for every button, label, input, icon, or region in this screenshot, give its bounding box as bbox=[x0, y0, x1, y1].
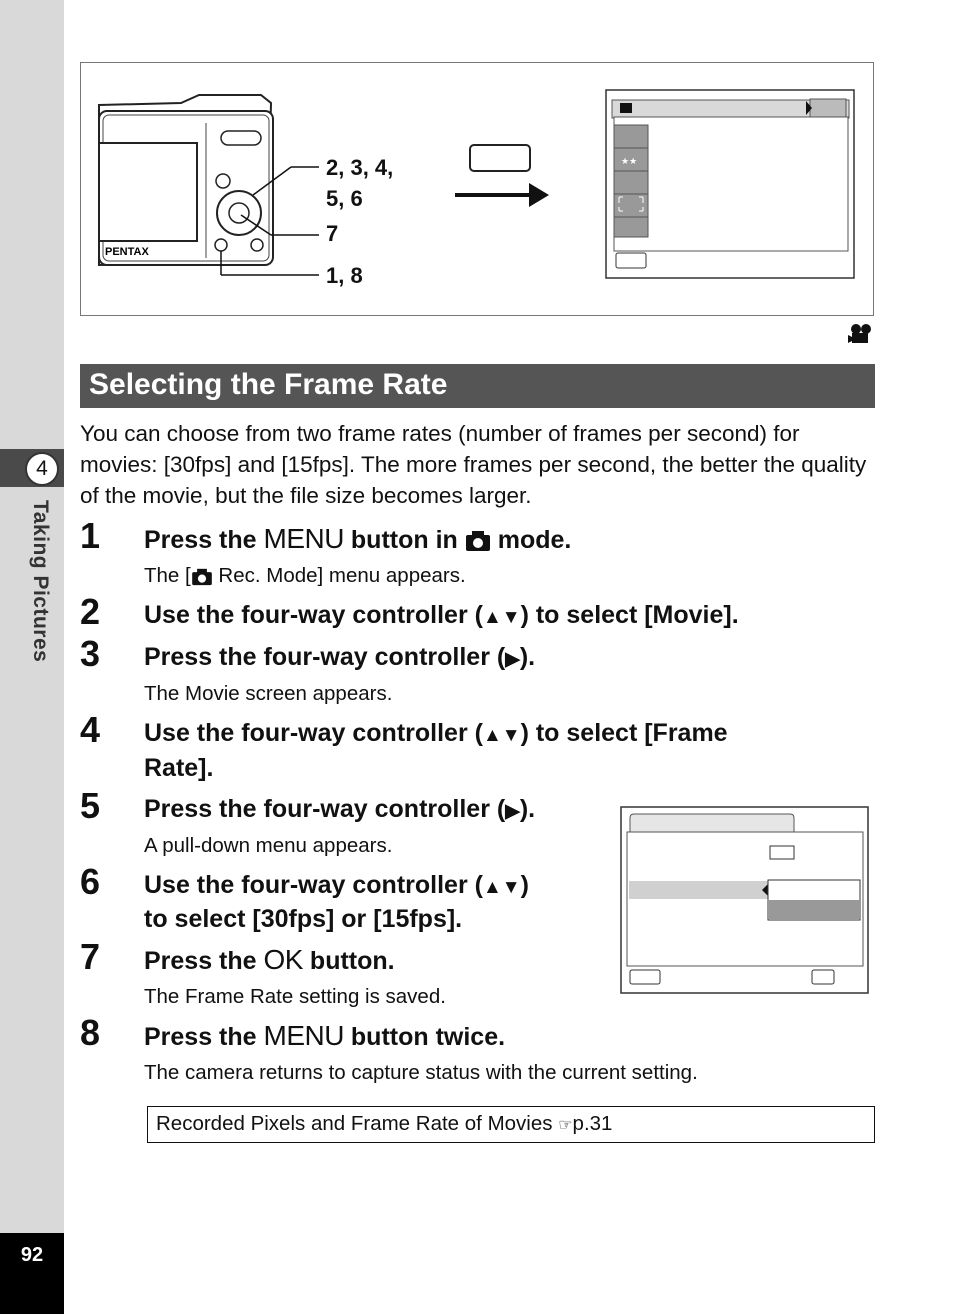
step-description: The [ Rec. Mode] menu appears. bbox=[144, 564, 466, 587]
menu-button-glyph: MENU bbox=[263, 1020, 344, 1051]
callout-2-6: 2, 3, 4, bbox=[326, 155, 394, 180]
intro-paragraph: You can choose from two frame rates (number of frames per second) for movies: [30fps] and [15fps]. The more frames per second, the better the quality of the movie, but the file size becomes larger. bbox=[80, 421, 867, 508]
camera-brand: PENTAX bbox=[105, 246, 149, 258]
stars-icon: ★★ bbox=[621, 157, 638, 167]
step-number: 3 bbox=[80, 633, 101, 674]
callout-1-8: 1, 8 bbox=[326, 263, 363, 288]
step-text-line2: Rate]. bbox=[144, 754, 214, 782]
step-text: Press the four-way controller (▶). bbox=[144, 643, 536, 671]
step-number: 1 bbox=[80, 515, 101, 556]
camera-figure bbox=[80, 62, 874, 316]
up-down-arrow-icon: ▲▼ bbox=[482, 877, 521, 898]
pointing-hand-icon: ☞ bbox=[558, 1117, 573, 1134]
chapter-number: 4 bbox=[25, 452, 59, 486]
pulldown-screen-illustration bbox=[620, 806, 870, 996]
ok-button-glyph: OK bbox=[263, 944, 303, 975]
step-number: 6 bbox=[80, 861, 101, 902]
step-description: The camera returns to capture status with the current setting. bbox=[144, 1061, 698, 1084]
callout-7: 7 bbox=[326, 221, 339, 246]
reference-page: p.31 bbox=[572, 1112, 613, 1135]
step-text: Press the four-way controller (▶). bbox=[144, 795, 536, 823]
menu-button-glyph: MENU bbox=[263, 523, 344, 554]
callout-5-6: 5, 6 bbox=[326, 186, 363, 211]
camera-illustration bbox=[81, 63, 873, 315]
up-down-arrow-icon: ▲▼ bbox=[482, 725, 521, 746]
step-text: Use the four-way controller (▲▼) to select [Movie]. bbox=[144, 601, 739, 629]
step-description: The Movie screen appears. bbox=[144, 682, 393, 705]
step-number: 8 bbox=[80, 1012, 101, 1053]
movie-mode-icon bbox=[846, 323, 874, 347]
chapter-label: Taking Pictures bbox=[29, 500, 52, 663]
right-arrow-icon: ▶ bbox=[505, 649, 520, 670]
reference-box bbox=[147, 1106, 875, 1143]
reference-text: Recorded Pixels and Frame Rate of Movies bbox=[156, 1112, 559, 1135]
step-description: The Frame Rate setting is saved. bbox=[144, 985, 446, 1008]
up-down-arrow-icon: ▲▼ bbox=[482, 607, 521, 628]
step-description: A pull-down menu appears. bbox=[144, 834, 393, 857]
camera-icon bbox=[465, 530, 491, 552]
step-text: Press the OK button. bbox=[144, 944, 395, 975]
step-text: Use the four-way controller (▲▼) to select [Frame bbox=[144, 719, 728, 747]
step-text: Press the MENU button in mode. bbox=[144, 523, 572, 554]
step-text: Use the four-way controller (▲▼) bbox=[144, 871, 529, 899]
right-arrow-icon: ▶ bbox=[505, 801, 520, 822]
section-title: Selecting the Frame Rate bbox=[80, 364, 875, 408]
step-text-line2: to select [30fps] or [15fps]. bbox=[144, 905, 463, 933]
camera-icon bbox=[191, 568, 213, 586]
step-number: 7 bbox=[80, 936, 101, 977]
step-number: 5 bbox=[80, 785, 101, 826]
step-number: 2 bbox=[80, 591, 101, 632]
step-number: 4 bbox=[80, 709, 101, 750]
page-number: 92 bbox=[20, 1244, 44, 1266]
step-text: Press the MENU button twice. bbox=[144, 1020, 506, 1051]
